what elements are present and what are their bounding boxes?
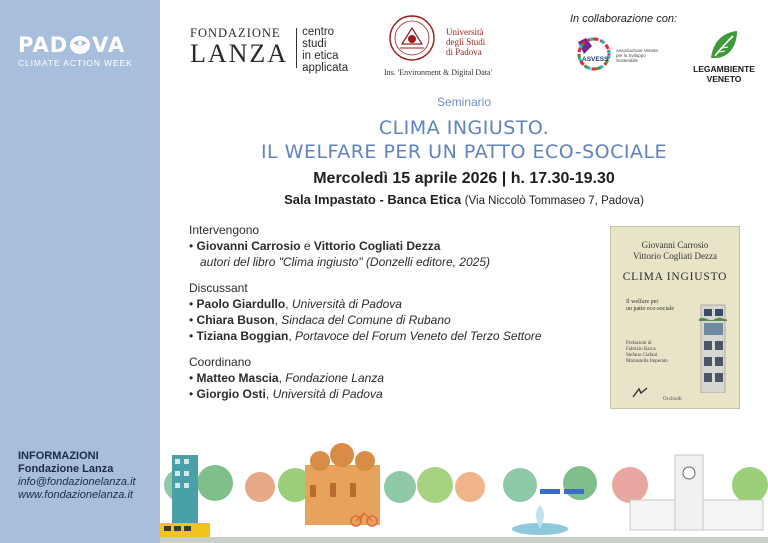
asvess-logo	[572, 30, 682, 76]
lanza-side-text	[302, 26, 360, 74]
university-ins: Ins. 'Environment & Digital Data'	[384, 68, 492, 77]
book-author1: Giovanni Carrosio	[641, 240, 709, 250]
tower-building	[172, 455, 198, 525]
book-prefaces	[626, 341, 686, 365]
book-pref-4: Mariastella Imperato	[626, 359, 668, 364]
legambiente-logo	[690, 28, 758, 84]
coordinator-row: • Giorgio Osti, Università di Padova	[189, 387, 383, 401]
logo-text-left: PAD	[18, 33, 69, 57]
discussant-row: • Chiara Buson, Sindaca del Comune di Rubano	[189, 313, 451, 327]
info-email-link[interactable]: info@fondazionelanza.it	[18, 476, 136, 488]
logo-text-right: VA	[92, 33, 126, 57]
lanza-side-1: centro studi	[302, 26, 335, 50]
intervengono-row: • Giovanni Carrosio e Vittorio Cogliati Dezza	[189, 239, 441, 253]
padova-skyline-illustration	[160, 425, 768, 543]
book-note: autori del libro "Clima ingiusto" (Donzelli editore, 2025)	[200, 255, 490, 269]
speakers-block	[189, 222, 599, 402]
speaker-name: Vittorio Cogliati Dezza	[313, 239, 441, 253]
book-title: CLIMA INGIUSTO	[622, 271, 728, 283]
ground	[160, 537, 768, 543]
publisher-mark-icon	[631, 387, 649, 399]
discussant-row: • Tiziana Boggian, Portavoce del Forum Veneto del Terzo Settore	[189, 329, 542, 343]
leaf-icon	[707, 28, 741, 62]
discussant-name: Paolo Giardullo	[196, 297, 286, 311]
university-line1: Università	[446, 27, 484, 37]
sdg-wheel-icon	[572, 34, 612, 74]
info-website-link[interactable]: www.fondazionelanza.it	[18, 489, 133, 501]
tram	[160, 523, 210, 537]
venue-name: Sala Impastato - Banca Etica	[284, 192, 462, 207]
venue-address: (Via Niccolò Tommaseo 7, Padova)	[464, 195, 644, 207]
book-cover	[610, 226, 740, 409]
basilica	[305, 443, 380, 525]
globe-icon	[69, 35, 91, 55]
lanza-side-2: in etica	[302, 50, 339, 62]
book-pref-2: Fabrizio Barca	[626, 347, 656, 352]
solar-panels	[540, 489, 584, 494]
book-pref-3: Stefano Ciafani	[626, 353, 658, 358]
discussant-name: Tiziana Boggian	[196, 329, 289, 343]
lanza-divider	[296, 28, 297, 68]
event-venue	[160, 192, 768, 207]
lanza-line2: LANZA	[190, 39, 289, 68]
collab-label: In collaborazione con:	[570, 13, 678, 25]
coordinator-role: Fondazione Lanza	[285, 371, 384, 385]
coordinano-label: Coordinano	[189, 355, 252, 369]
event-title-line2: IL WELFARE PER UN PATTO ECO-SOCIALE	[260, 141, 668, 163]
asvess-desc-3: Sostenibile	[616, 58, 639, 63]
event-datetime: Mercoledì 15 aprile 2026 | h. 17.30-19.30	[313, 170, 615, 187]
coordinator-name: Matteo Mascia	[196, 371, 279, 385]
asvess-desc	[616, 48, 676, 63]
book-subtitle	[626, 299, 686, 313]
discussant-role: Sindaca del Comune di Rubano	[281, 313, 451, 327]
book-series: Occhiolli	[663, 397, 682, 402]
book-subtitle-1: Il welfare per	[626, 299, 659, 305]
discussant-name: Chiara Buson	[196, 313, 275, 327]
sidebar	[0, 0, 160, 543]
discussant-label: Discussant	[189, 281, 248, 295]
lanza-side-3: applicata	[302, 62, 349, 74]
event-kicker: Seminario	[436, 95, 492, 109]
asvess-desc-2: per lo Sviluppo	[616, 53, 646, 58]
university-line3: di Padova	[446, 47, 482, 57]
lanza-line1: FONDAZIONE	[190, 26, 281, 40]
fondazione-lanza-logo	[190, 26, 360, 74]
speaker-conj: e	[300, 239, 314, 253]
info-heading: INFORMAZIONI	[18, 450, 99, 462]
coordinator-role: Università di Padova	[272, 387, 383, 401]
padova-cav-logo	[18, 33, 125, 57]
info-org: Fondazione Lanza	[18, 463, 114, 475]
legambiente-line2: VENETO	[706, 74, 742, 84]
university-name	[446, 27, 526, 57]
book-pref-1: Prefazioni di	[626, 341, 652, 346]
discussant-role: Università di Padova	[291, 297, 402, 311]
fountain	[512, 505, 568, 535]
asvess-desc-1: Associazione Veneta	[616, 48, 658, 53]
university-seal-icon	[388, 14, 436, 62]
logo-subtitle: CLIMATE ACTION WEEK	[18, 58, 133, 68]
coordinator-row: • Matteo Mascia, Fondazione Lanza	[189, 371, 384, 385]
discussant-row: • Paolo Giardullo, Università di Padova	[189, 297, 402, 311]
speaker-name: Giovanni Carrosio	[196, 239, 301, 253]
building-illustration-icon	[695, 301, 729, 393]
info-block	[18, 450, 136, 502]
intervengono-label: Intervengono	[189, 223, 260, 237]
event-title-line1: CLIMA INGIUSTO.	[378, 117, 550, 139]
book-subtitle-2: un patto eco-sociale	[626, 306, 674, 312]
university-line2: degli Studi	[446, 37, 486, 47]
legambiente-line1: LEGAMBIENTE	[693, 64, 755, 74]
coordinator-name: Giorgio Osti	[196, 387, 266, 401]
discussant-role: Portavoce del Forum Veneto del Terzo Settore	[295, 329, 542, 343]
asvess-name: ASVESS	[582, 56, 609, 63]
book-author2: Vittorio Cogliati Dezza	[633, 251, 717, 261]
